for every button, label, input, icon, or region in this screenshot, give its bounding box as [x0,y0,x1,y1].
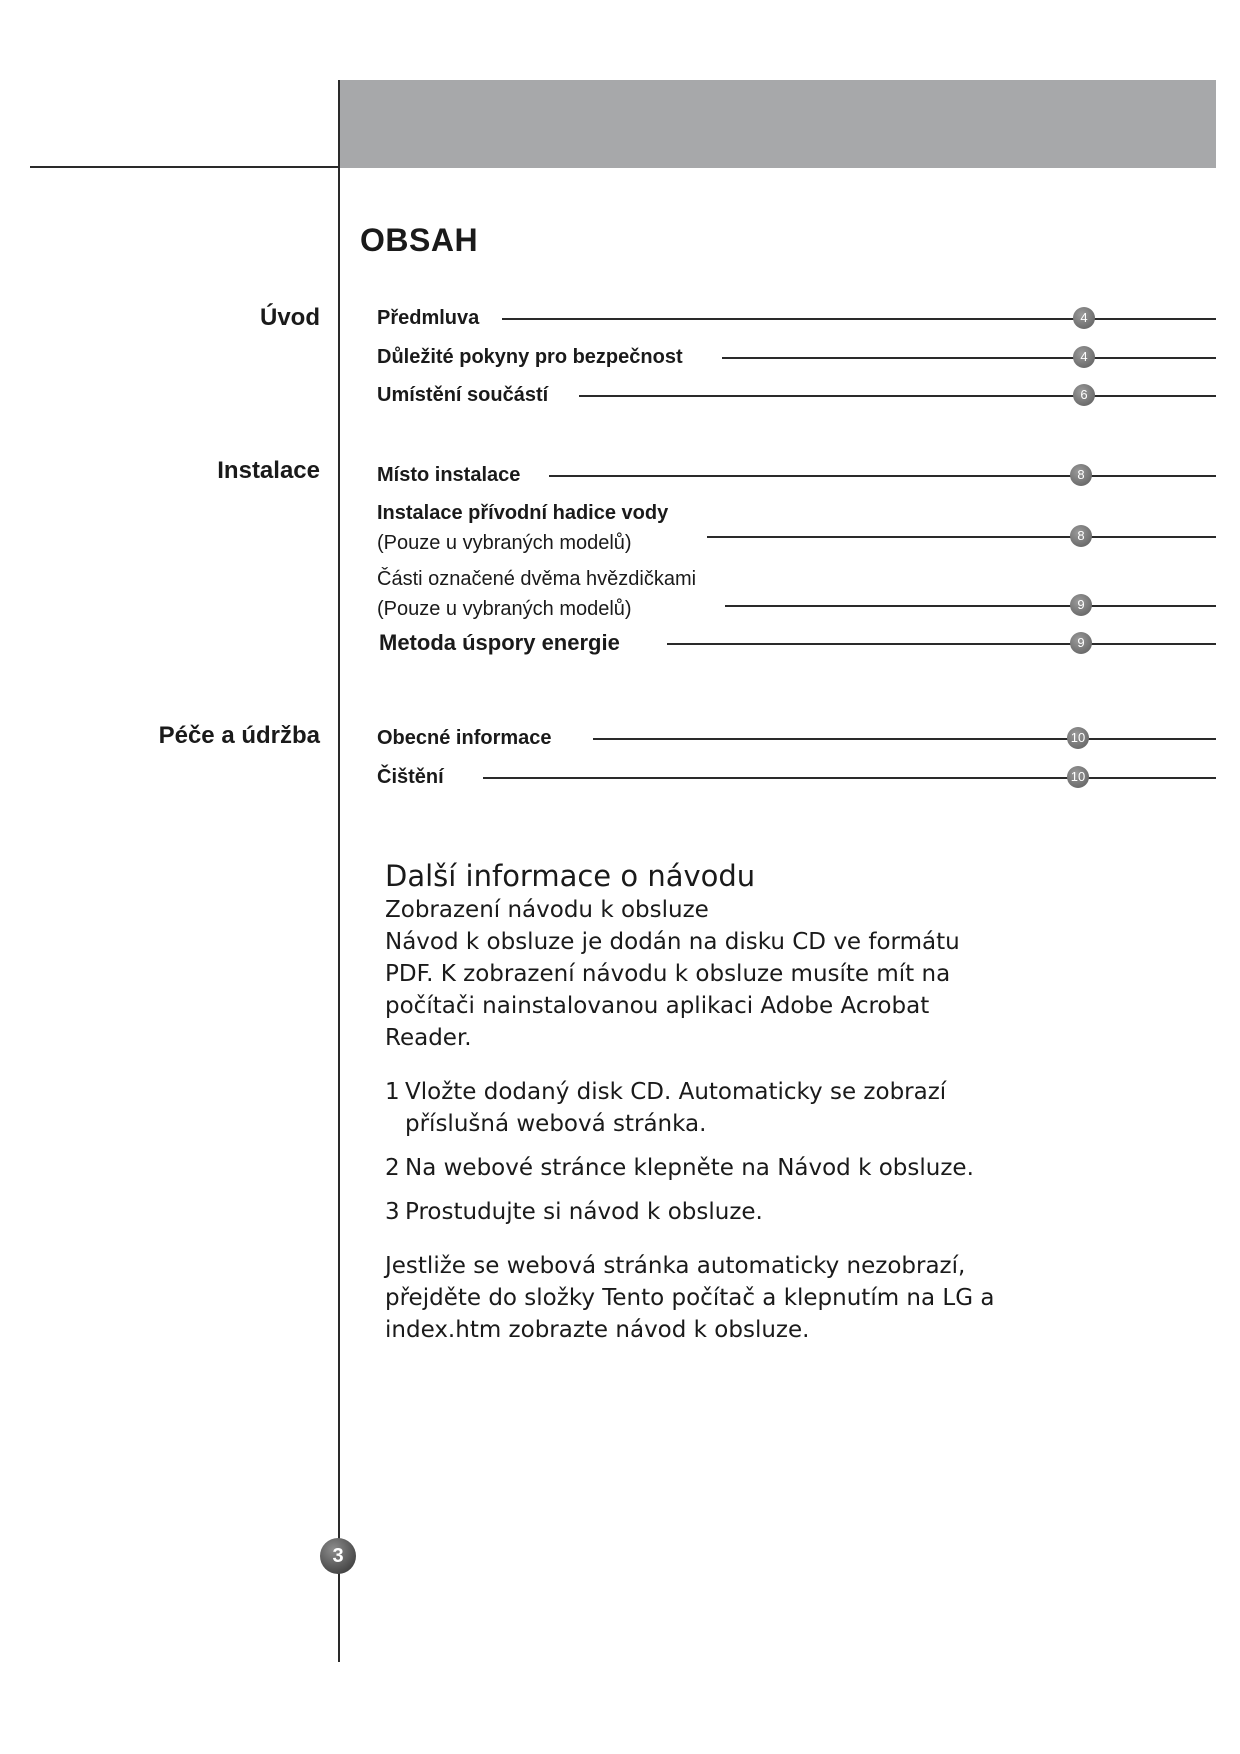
info-note: Jestliže se webová stránka automaticky nezobrazí, přejděte do složky Tento počítač a klepnutím na LG a index.htm zobrazte návod k obsluze. [385,1253,995,1343]
toc-leader-line [722,357,1216,359]
toc-page-number: 10 [1067,766,1089,788]
toc-page-number: 9 [1070,632,1092,654]
page-number-badge: 3 [320,1538,356,1574]
toc-label: Metoda úspory energie [379,630,620,655]
section-instalace: Instalace [217,457,320,484]
toc-leader-line [667,643,1216,645]
info-title: Další informace o návodu [385,859,756,893]
toc-leader-line [579,395,1216,397]
step-text: Vložte dodaný disk CD. Automaticky se zobrazí příslušná webová stránka. [405,1079,947,1137]
info-subtitle: Zobrazení návodu k obsluze [385,897,709,923]
horizontal-divider [30,166,339,168]
toc-label: Instalace přívodní hadice vody [377,502,669,524]
toc-page-number: 8 [1070,525,1092,547]
toc-entry-hvezdicky[interactable] [377,565,1216,625]
toc-page-number: 4 [1073,346,1095,368]
manual-info [385,858,1005,1369]
header-band [338,80,1216,168]
toc-page-number: 4 [1073,307,1095,329]
toc-entry-hadice[interactable] [377,499,1216,559]
info-body: Návod k obsluze je dodán na disku CD ve formátu PDF. K zobrazení návodu k obsluze musíte mít na počítači nainstalovanou aplikaci Adobe Acrobat Reader. [385,929,960,1051]
step-number: 1 [385,1079,400,1105]
toc-label: Části označené dvěma hvězdičkami [377,568,697,590]
steps-list [385,1076,1005,1228]
toc-entry-misto[interactable] [377,460,1216,490]
step-text: Na webové stránce klepněte na Návod k obsluze. [405,1155,974,1181]
toc-label: Místo instalace [377,464,521,486]
toc-label: Umístění součástí [377,384,549,406]
toc-leader-line [483,777,1216,779]
page-title: OBSAH [360,222,479,258]
toc-leader-line [725,605,1216,607]
toc-label: Obecné informace [377,727,552,749]
toc-leader-line [593,738,1216,740]
step-item [385,1152,1005,1184]
toc-label: Důležité pokyny pro bezpečnost [377,346,683,368]
step-number: 3 [385,1199,400,1225]
vertical-divider [338,80,340,1662]
toc-page-number: 6 [1073,384,1095,406]
step-text: Prostudujte si návod k obsluze. [405,1199,763,1225]
toc-page-number: 9 [1070,594,1092,616]
toc-entry-cisteni[interactable] [377,762,1216,792]
toc-label: Předmluva [377,307,480,329]
toc-entry-pokyny[interactable] [377,342,1216,372]
toc-leader-line [707,536,1216,538]
toc-leader-line [549,475,1216,477]
toc-label-note: (Pouze u vybraných modelů) [377,598,632,620]
step-item [385,1076,1005,1140]
toc-label-note: (Pouze u vybraných modelů) [377,532,632,554]
toc-entry-umisteni[interactable] [377,380,1216,410]
step-number: 2 [385,1155,400,1181]
toc-entry-predmluva[interactable] [377,303,1216,333]
toc-page-number: 8 [1070,464,1092,486]
toc-entry-obecne[interactable] [377,723,1216,753]
section-uvod: Úvod [260,304,320,331]
toc-page-number: 10 [1067,727,1089,749]
toc-entry-metoda[interactable] [377,628,1216,658]
step-item [385,1196,1005,1228]
toc-label: Čištění [377,766,444,788]
toc-leader-line [502,318,1216,320]
section-pece: Péče a údržba [158,722,320,749]
